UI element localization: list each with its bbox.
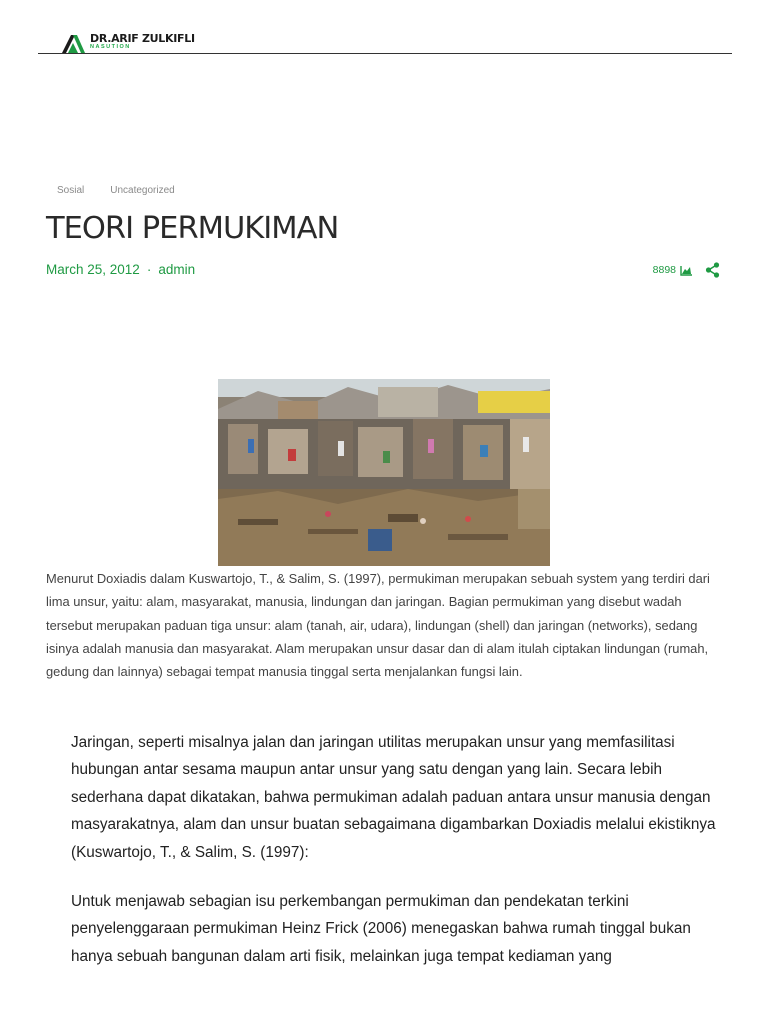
logo-subtitle: NASUTION: [90, 44, 131, 50]
slum-settlement-photo: [218, 379, 550, 566]
paragraph-frick: Untuk menjawab sebagian isu perkembangan permukiman dan pendekatan terkini penyelenggaraan permukiman Heinz Frick (2006) menegaskan bahwa rumah tinggal bukan hanya sebuah bangunan dalam arti fisik, melainkan juga tempat kediaman yang: [71, 893, 691, 965]
view-count: 8898: [652, 264, 676, 276]
paragraph-intro: Menurut Doxiadis dalam Kuswartojo, T., & Salim, S. (1997), permukiman merupakan sebuah system yang terdiri dari lima unsur, yaitu: alam, masyarakat, manusia, lindungan dan jaringan. Bagian permukiman yang disebut wadah tersebut merupakan paduan tiga unsur: alam (tanah, air, udara), lindungan (shell) dan jaringan (networks), sedang isinya adalah manusia dan masyarakat. Alam merupakan unsur dasar dan di alam itulah ciptakan lindungan (rumah, gedung dan lainnya) sebagai tempat manusia tinggal serta menjalankan fungsi lain.: [46, 571, 710, 680]
post-stats: [653, 262, 720, 278]
paragraph-jaringan: Jaringan, seperti misalnya jalan dan jaringan utilitas merupakan unsur yang memfasilitasi hubungan antar sesama maupun antar unsur yang satu dengan yang lain. Secara lebih sederhana dapat dikatakan, bahwa permukiman adalah paduan antara unsur manusia dengan masyarakatnya, alam dan unsur buatan sebagaimana digambarkan Doxiadis melalui ekistiknya (Kuswartojo, T., & Salim, S. (1997):: [71, 734, 716, 861]
category-list: [57, 185, 175, 196]
post-author[interactable]: admin: [158, 262, 196, 277]
chart-icon: [680, 265, 693, 276]
post-date[interactable]: March 25, 2012: [46, 262, 140, 277]
logo-name: DR.ARIF ZULKIFLI: [90, 32, 195, 45]
post-meta: [46, 262, 195, 277]
post-title: TEORI PERMUKIMAN: [46, 211, 339, 246]
category-link-uncategorized[interactable]: Uncategorized: [110, 185, 175, 196]
logo-mark-icon: [60, 33, 86, 53]
site-logo[interactable]: [60, 33, 195, 53]
meta-separator: ·: [146, 262, 152, 277]
site-header: [38, 30, 732, 54]
featured-image: [218, 379, 550, 566]
share-icon[interactable]: [705, 262, 720, 278]
category-link-sosial[interactable]: Sosial: [57, 185, 85, 196]
